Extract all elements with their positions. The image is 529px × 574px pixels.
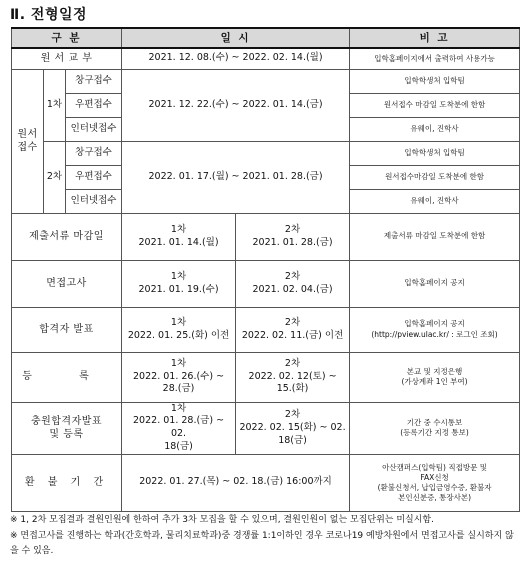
table-row-app-r2-counter — [12, 141, 520, 165]
table-row-announcement — [12, 307, 520, 352]
form-remark: 입학홈페이지에서 출력하여 사용가능 — [350, 48, 520, 69]
r1-method-counter: 창구접수 — [66, 69, 122, 93]
refund-remark — [350, 454, 520, 511]
interview-remark: 입학홈페이지 공지 — [350, 260, 520, 307]
documents-remark: 제출서류 마감일 도착분에 한함 — [350, 213, 520, 260]
form-date: 2021. 12. 08.(수) ~ 2022. 02. 14.(월) — [122, 48, 350, 69]
interview-r1-label: 1차 — [170, 270, 187, 282]
round1-date: 2021. 12. 22.(수) ~ 2022. 01. 14.(금) — [122, 69, 350, 141]
registration-r2 — [236, 352, 350, 402]
table-row-registration — [12, 352, 520, 402]
round2-label: 2차 — [44, 141, 66, 213]
footnote-1: ※ 1, 2차 모집결과 결원인원에 한하여 추가 3차 모집을 할 수 있으며, 결원인원이 없는 모집단위는 미실시함. — [10, 515, 434, 525]
table-row-refund — [12, 454, 520, 511]
r1-remark-counter: 입학학생처 입학팀 — [350, 69, 520, 93]
r2-method-counter: 창구접수 — [66, 141, 122, 165]
registration-r1-date-line1: 2022. 01. 26.(수) ~ — [133, 370, 225, 382]
additional-remark-line2: (등록기간 지정 통보) — [400, 428, 469, 438]
announcement-remark-line2: (http://pview.ulac.kr/ : 로그인 조회) — [371, 329, 498, 339]
documents-r2-date: 2021. 01. 28.(금) — [252, 236, 333, 248]
interview-r2 — [236, 260, 350, 307]
table-row-app-r1-counter — [12, 69, 520, 93]
header-schedule: 일 시 — [122, 28, 350, 48]
registration-remark — [350, 352, 520, 402]
announcement-r2-label: 2차 — [284, 316, 301, 328]
table-row-form — [12, 48, 520, 69]
footnote-2: ※ 면접고사를 진행하는 학과(간호학과, 물리치료학과)중 경쟁률 1:1이하인 경우 코로나19 예방차원에서 면접고사를 실시하지 않을 수 있음. — [10, 530, 514, 556]
r1-remark-mail: 원서접수 마감일 도착분에 한함 — [350, 93, 520, 117]
registration-remark-line2: (가상계좌 1인 부여) — [401, 377, 468, 386]
announcement-r2-date: 2022. 02. 11.(금) 이전 — [241, 329, 344, 341]
announcement-r2 — [236, 307, 350, 352]
documents-r1-date: 2021. 01. 14.(월) — [138, 236, 219, 248]
additional-r2-date-line1: 2022. 02. 15(화) ~ 02. — [239, 421, 346, 433]
r2-method-internet: 인터넷접수 — [66, 189, 122, 213]
registration-remark-line1: 본교 및 지정은행 — [406, 366, 463, 376]
refund-remark-line4: 본인신분증, 통장사본) — [398, 492, 471, 502]
refund-remark-line2: FAX신청 — [420, 472, 449, 482]
additional-r2 — [236, 402, 350, 454]
additional-r1-date-line1: 2022. 01. 28.(금) ~ 02. — [133, 415, 225, 440]
table-row-additional — [12, 402, 520, 454]
row-label-registration — [12, 352, 122, 402]
announcement-r1-label: 1차 — [170, 316, 187, 328]
interview-r1 — [122, 260, 236, 307]
round2-date: 2022. 01. 17.(월) ~ 2021. 01. 28.(금) — [122, 141, 350, 213]
r2-remark-counter: 입학학생처 입학팀 — [350, 141, 520, 165]
additional-r1-date-line2: 18(금) — [164, 440, 193, 452]
additional-remark-line1: 기간 중 수시통보 — [406, 418, 463, 427]
additional-label-line2: 및 등록 — [49, 429, 84, 441]
additional-r2-date-line2: 18(금) — [278, 434, 307, 446]
registration-r2-label: 2차 — [284, 357, 301, 369]
row-label-application — [12, 69, 44, 213]
r1-remark-internet: 유웨이, 진학사 — [350, 117, 520, 141]
header-category: 구 분 — [12, 28, 122, 48]
announcement-remark — [350, 307, 520, 352]
round1-label: 1차 — [44, 69, 66, 141]
additional-r1 — [122, 402, 236, 454]
refund-remark-line1: 아산캠퍼스(입학팀) 직접방문 및 — [382, 462, 487, 472]
table-row-documents — [12, 213, 520, 260]
additional-r2-label: 2차 — [284, 408, 301, 420]
application-label-text: 원서접수 — [17, 128, 38, 153]
r2-remark-mail: 원서접수마감일 도착분에 한함 — [350, 165, 520, 189]
row-label-additional — [12, 402, 122, 454]
documents-r2 — [236, 213, 350, 260]
documents-r2-label: 2차 — [284, 223, 301, 235]
row-label-interview: 면접고사 — [12, 260, 122, 307]
registration-r1-label: 1차 — [170, 357, 187, 369]
row-label-form: 원 서 교 부 — [12, 48, 122, 69]
row-label-announcement: 합격자 발표 — [12, 307, 122, 352]
interview-r1-date: 2021. 01. 19.(수) — [138, 283, 219, 295]
announcement-remark-line1: 입학홈페이지 공지 — [404, 319, 465, 329]
interview-r2-date: 2021. 02. 04.(금) — [252, 283, 333, 295]
refund-date: 2022. 01. 27.(목) ~ 02. 18.(금) 16:00까지 — [122, 454, 350, 511]
announcement-r1-date: 2022. 01. 25.(화) 이전 — [127, 329, 230, 341]
section-title: Ⅱ. 전형일정 — [10, 7, 88, 23]
additional-remark — [350, 402, 520, 454]
interview-r2-label: 2차 — [284, 270, 301, 282]
r1-method-mail: 우편접수 — [66, 93, 122, 117]
additional-r1-label: 1차 — [170, 402, 187, 414]
table-header-row — [12, 28, 520, 48]
registration-label-text: 등 록 — [22, 371, 111, 383]
registration-r2-date-line1: 2022. 02. 12(토) ~ — [248, 370, 337, 382]
schedule-table — [11, 27, 520, 512]
r2-method-mail: 우편접수 — [66, 165, 122, 189]
row-label-documents: 제출서류 마감일 — [12, 213, 122, 260]
header-remarks: 비 고 — [350, 28, 520, 48]
documents-r1 — [122, 213, 236, 260]
r1-method-internet: 인터넷접수 — [66, 117, 122, 141]
footnotes — [10, 513, 519, 560]
registration-r1 — [122, 352, 236, 402]
r2-remark-internet: 유웨이, 진학사 — [350, 189, 520, 213]
refund-remark-line3: (환불신청서, 납입금영수증, 환불자 — [377, 482, 492, 492]
additional-label-line1: 충원합격자발표 — [30, 415, 103, 427]
row-label-refund — [12, 454, 122, 511]
refund-label-text: 환 불 기 간 — [24, 477, 109, 488]
table-row-interview — [12, 260, 520, 307]
registration-r1-date-line2: 28.(금) — [162, 383, 195, 395]
documents-r1-label: 1차 — [170, 223, 187, 235]
announcement-r1 — [122, 307, 236, 352]
registration-r2-date-line2: 15.(화) — [276, 383, 309, 395]
